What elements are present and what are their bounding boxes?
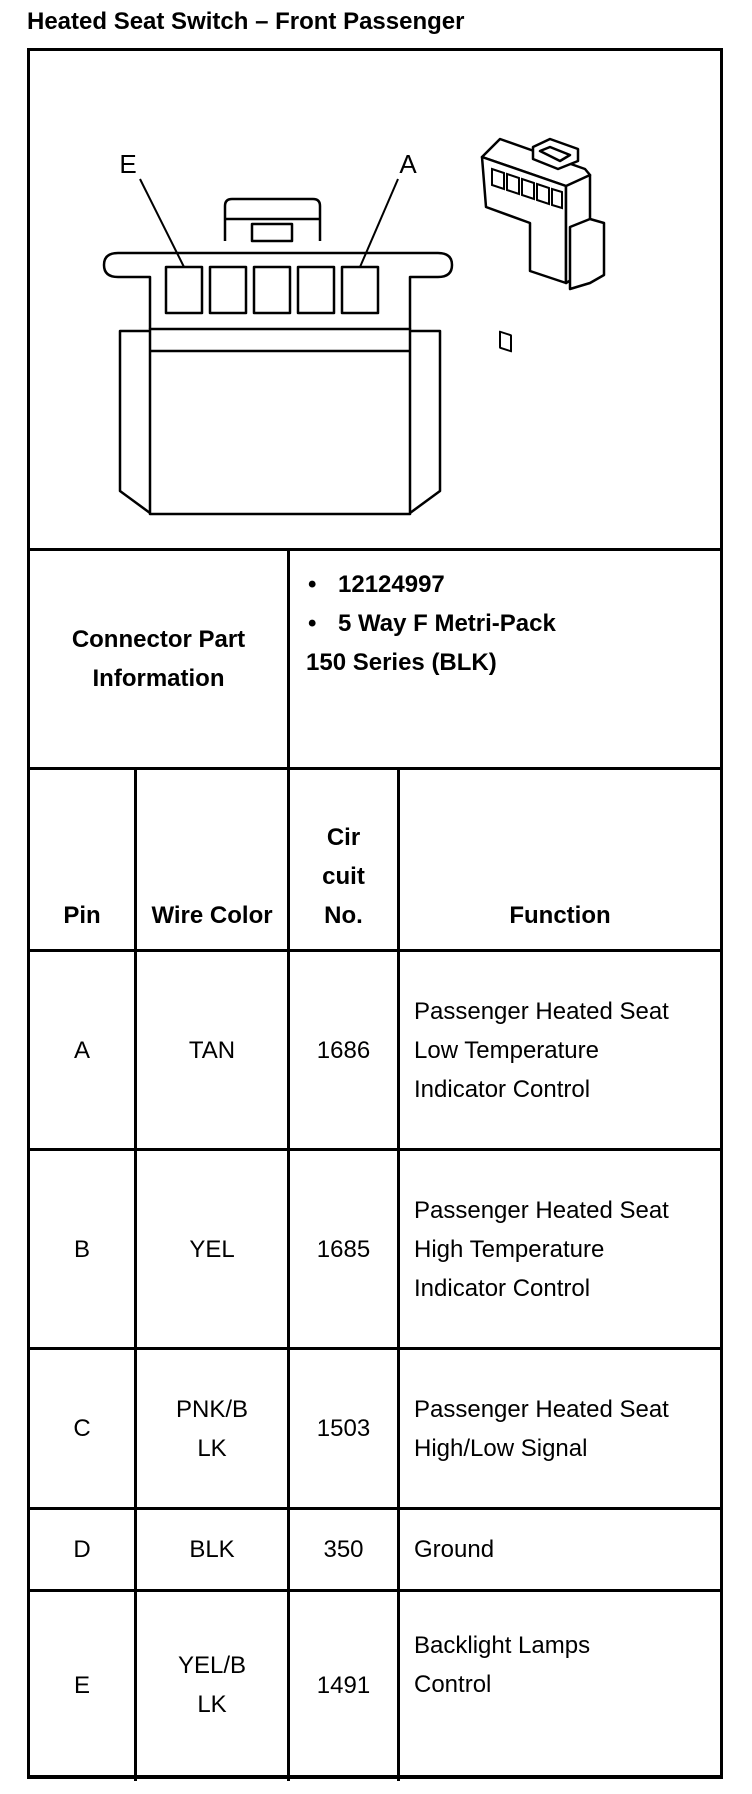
cell-pin: A [73,1036,90,1064]
connector-flange [104,253,452,329]
pin-label-a: A [399,149,417,179]
cavity-b [298,267,334,313]
cell-wire-color: PNK/B LK [175,1395,249,1462]
cell-function: Ground [414,1536,495,1563]
pin-label-e: E [119,149,137,179]
cell-pin: C [73,1415,91,1442]
connector-info-item: • 12124997 [308,571,445,598]
header-wire-color: Wire Color [151,902,273,929]
table-bottom-border [27,1775,723,1779]
cavity-a [342,267,378,313]
cell-function: Passenger Heated Seat High Temperature Indicator Control [414,1196,669,1302]
header-function: Function [509,902,611,929]
cell-circuit: 1685 [316,1235,371,1263]
cell-circuit: 1503 [316,1415,371,1442]
cell-pin: B [73,1235,90,1263]
cell-wire-color: YEL/B LK [177,1652,247,1718]
connector-info-continuation: 150 Series (BLK) [306,649,497,676]
connector-info-item: • 5 Way F Metri-Pack [308,610,556,637]
cell-circuit: 1686 [316,1036,371,1064]
cavity-c [254,267,290,313]
cell-circuit: 1491 [316,1671,371,1699]
cell-circuit: 350 [323,1536,364,1563]
cell-pin: D [73,1536,91,1563]
cavity-d [210,267,246,313]
connector-info-label: Connector Part Information [71,626,246,692]
cell-function: Backlight Lamps Control [414,1632,591,1698]
header-circuit-number: Cir cuit No. [322,824,365,929]
cell-wire-color: BLK [189,1536,235,1563]
connector-face-diagram [30,51,720,551]
page-title: Heated Seat Switch – Front Passenger [27,8,465,35]
connector-info-list [306,565,556,682]
cell-wire-color: YEL [189,1235,235,1263]
connector-body [150,329,410,514]
cell-wire-color: TAN [188,1036,236,1064]
connector-table [27,48,723,1778]
cell-pin: E [73,1671,90,1699]
header-pin: Pin [63,902,101,929]
cell-function: Passenger Heated Seat High/Low Signal [414,1395,669,1462]
cavity-e [166,267,202,313]
cell-function: Passenger Heated Seat Low Temperature Indicator Control [414,997,669,1103]
